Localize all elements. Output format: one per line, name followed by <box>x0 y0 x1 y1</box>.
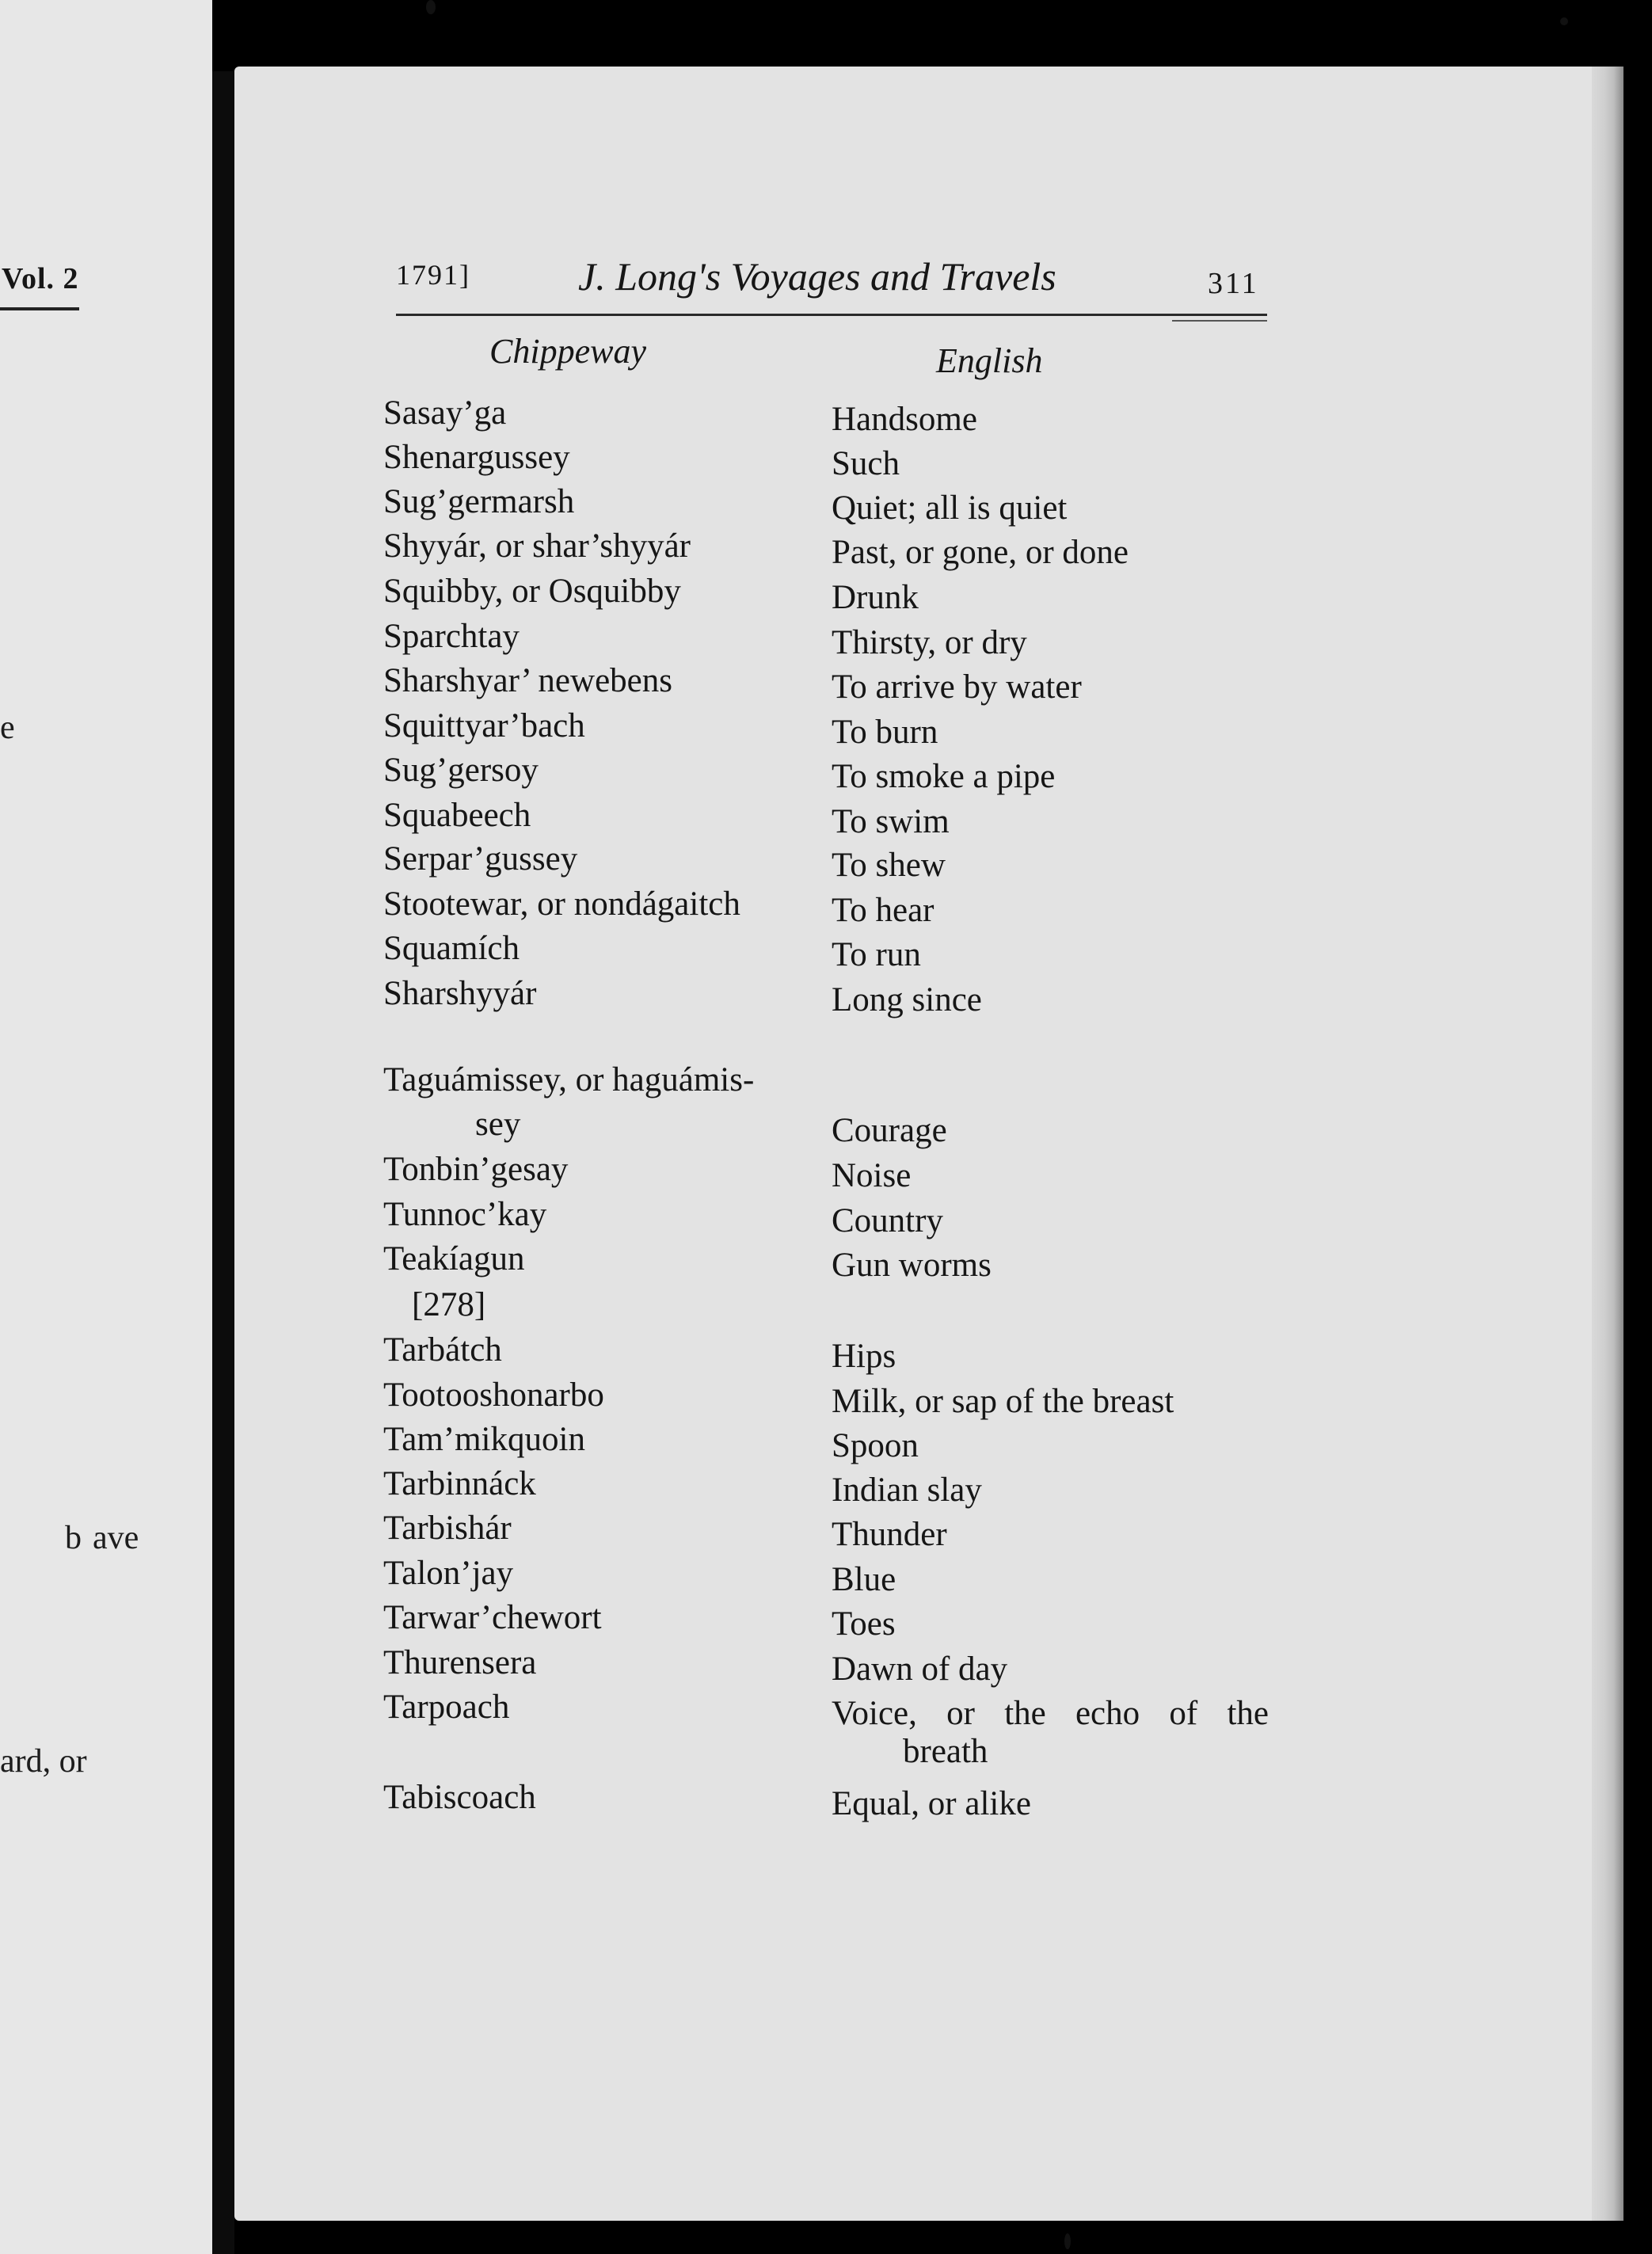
english-gloss: To arrive by water <box>832 668 1082 706</box>
chippeway-word: Tarbátch <box>383 1331 502 1369</box>
english-gloss: To smoke a pipe <box>832 758 1056 795</box>
english-gloss: To hear <box>832 892 934 929</box>
chippeway-word: Shenargussey <box>383 439 570 476</box>
running-head-title: J. Long's Voyages and Travels <box>578 254 1056 299</box>
chippeway-word: sey <box>475 1106 521 1143</box>
left-running-head: Vol. 2 <box>2 262 79 295</box>
ink-speck <box>1064 2233 1071 2249</box>
english-gloss: Handsome <box>832 401 977 438</box>
chippeway-word: Taguámissey, or haguámis- <box>383 1061 755 1098</box>
chippeway-word: [278] <box>412 1286 486 1323</box>
chippeway-word: Teakíagun <box>383 1240 525 1277</box>
chippeway-word: Sug’gersoy <box>383 752 539 789</box>
page-edge-shadow <box>1592 67 1623 2221</box>
chippeway-word: Tarwar’chewort <box>383 1599 602 1636</box>
left-fragment-2: b ave <box>65 1520 139 1556</box>
chippeway-word: Sparchtay <box>383 618 520 655</box>
chippeway-word: Serpar’gussey <box>383 840 578 878</box>
english-gloss: Voice, or the echo of the <box>832 1695 1269 1732</box>
english-gloss: Thunder <box>832 1516 947 1553</box>
english-gloss: Such <box>832 445 900 482</box>
chippeway-word: Sasay’ga <box>383 394 507 432</box>
english-gloss: Milk, or sap of the breast <box>832 1383 1174 1420</box>
english-gloss: Equal, or alike <box>832 1785 1031 1822</box>
chippeway-word: Squamích <box>383 930 520 967</box>
ink-speck <box>1560 17 1568 25</box>
left-head-rule <box>0 307 79 310</box>
english-gloss: Past, or gone, or done <box>832 534 1129 571</box>
chippeway-word: Squittyar’bach <box>383 707 585 744</box>
english-gloss: To shew <box>832 847 946 884</box>
english-gloss: Spoon <box>832 1427 919 1464</box>
english-gloss: Courage <box>832 1112 947 1149</box>
english-gloss: Toes <box>832 1605 896 1643</box>
chippeway-word: Squibby, or Osquibby <box>383 573 681 610</box>
column-heading-chippeway: Chippeway <box>489 332 646 371</box>
english-gloss: To swim <box>832 803 950 840</box>
chippeway-word: Shyyár, or shar’shyyár <box>383 527 691 565</box>
english-gloss: Hips <box>832 1338 896 1375</box>
english-gloss: Noise <box>832 1157 912 1194</box>
chippeway-word: Tootooshonarbo <box>383 1376 604 1414</box>
english-gloss: Drunk <box>832 579 919 616</box>
chippeway-word: Tam’mikquoin <box>383 1421 585 1458</box>
chippeway-word: Tarpoach <box>383 1689 510 1726</box>
chippeway-word: Sug’germarsh <box>383 483 575 520</box>
chippeway-word: Sharshyar’ newebens <box>383 662 672 699</box>
chippeway-word: Tarbinnáck <box>383 1465 536 1502</box>
left-page-fragment <box>0 0 212 2254</box>
english-gloss: Country <box>832 1202 943 1239</box>
english-gloss: Dawn of day <box>832 1651 1008 1688</box>
english-gloss: Long since <box>832 981 982 1018</box>
head-rule <box>396 314 1267 316</box>
english-gloss: Quiet; all is quiet <box>832 489 1068 527</box>
chippeway-word: Tunnoc’kay <box>383 1196 547 1233</box>
left-fragment-1: e <box>0 710 15 746</box>
head-rule-secondary <box>1172 320 1267 322</box>
chippeway-word: Thurensera <box>383 1644 537 1681</box>
chippeway-word: Talon’jay <box>383 1555 514 1592</box>
english-gloss: To burn <box>832 714 938 751</box>
english-gloss: To run <box>832 936 921 973</box>
english-gloss: breath <box>903 1733 988 1770</box>
running-head-year: 1791] <box>396 259 470 291</box>
chippeway-word: Tarbishár <box>383 1510 512 1547</box>
column-heading-english: English <box>936 341 1043 380</box>
book-gutter <box>212 71 234 2254</box>
english-gloss: Gun worms <box>832 1247 992 1284</box>
chippeway-word: Squabeech <box>383 797 531 834</box>
english-gloss: Thirsty, or dry <box>832 624 1027 661</box>
chippeway-word: Tonbin’gesay <box>383 1151 569 1188</box>
english-gloss: Indian slay <box>832 1472 982 1509</box>
ink-speck <box>426 0 436 14</box>
running-head <box>396 253 1267 317</box>
chippeway-word: Tabiscoach <box>383 1779 536 1816</box>
chippeway-word: Stootewar, or nondágaitch <box>383 885 740 923</box>
chippeway-word: Sharshyyár <box>383 975 537 1012</box>
left-fragment-3: ard, or <box>0 1743 87 1780</box>
page-number: 311 <box>1208 267 1259 300</box>
english-gloss: Blue <box>832 1561 896 1598</box>
